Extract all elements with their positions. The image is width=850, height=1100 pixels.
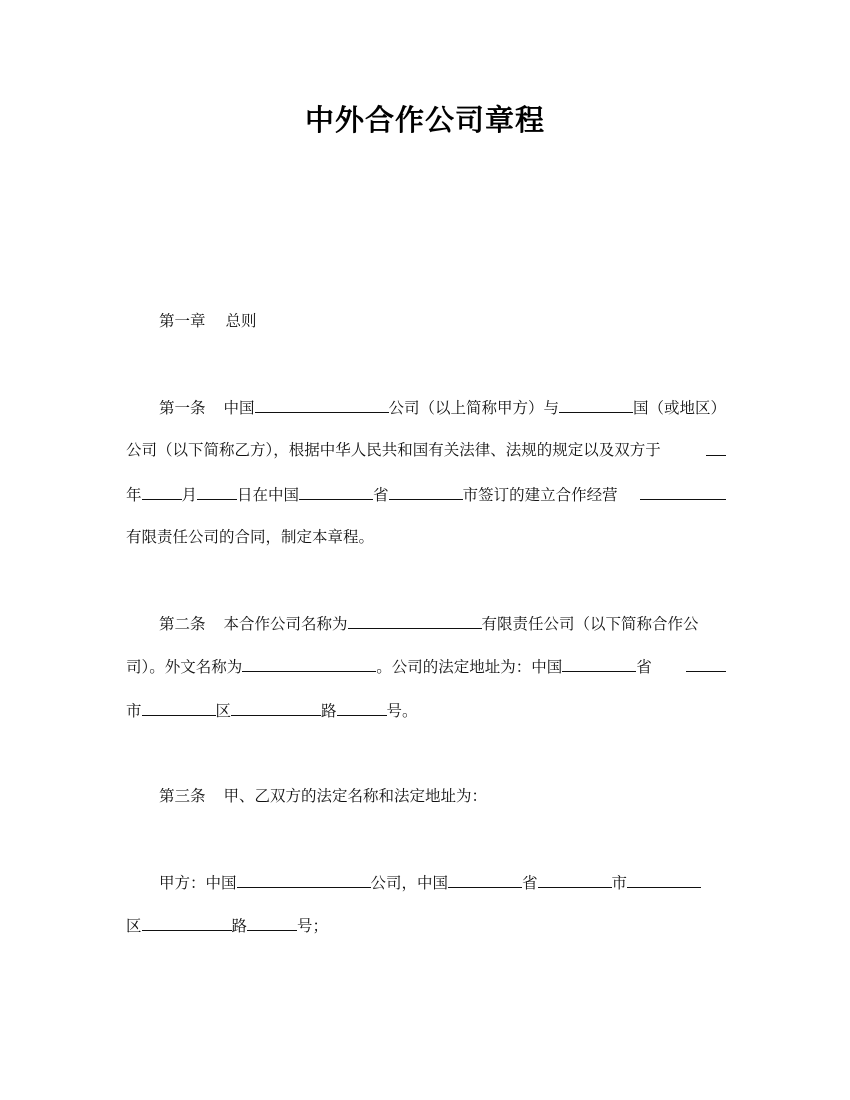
party-a-line-1 <box>159 872 701 893</box>
article-1-text: 公司（以上简称甲方）与 <box>388 399 560 417</box>
article-2-line-1 <box>159 613 726 634</box>
fill-blank <box>559 397 633 413</box>
article-1-text: 国（或地区） <box>633 399 727 417</box>
article-2-line-3 <box>126 700 418 721</box>
article-2-text: 司）。外文名称为 <box>126 658 243 676</box>
article-2-text: 有限责任公司（以下简称合作公 <box>481 615 699 633</box>
fill-blank <box>448 872 522 888</box>
chapter-heading <box>159 311 257 331</box>
article-3-line-1 <box>159 786 487 806</box>
article-2-text: 号。 <box>386 702 418 720</box>
party-a-line-2 <box>126 915 328 936</box>
chapter-label: 第一章 <box>159 312 206 330</box>
article-2-text: 区 <box>215 702 232 720</box>
fill-blank <box>348 613 482 629</box>
article-2-line-2 <box>126 656 726 677</box>
article-1-line-2 <box>126 440 726 460</box>
article-2-text: 路 <box>321 702 337 720</box>
fill-blank <box>255 397 389 413</box>
fill-blank <box>237 872 371 888</box>
party-a-text: 省 <box>522 874 538 892</box>
article-1-text: 市签订的建立合作经营 <box>462 486 618 504</box>
fill-blank <box>231 700 321 716</box>
article-1-text: 中国 <box>223 399 255 417</box>
fill-blank <box>242 656 376 672</box>
article-1-line-3 <box>126 484 726 505</box>
fill-blank <box>247 915 297 931</box>
article-1-text: 月 <box>181 486 198 504</box>
fill-blank <box>686 656 726 672</box>
fill-blank <box>142 915 232 931</box>
article-1-text: 日在中国 <box>237 486 300 504</box>
fill-blank <box>706 440 726 456</box>
fill-blank <box>538 872 612 888</box>
party-a-text: 市 <box>611 874 628 892</box>
party-a-text: 甲方：中国 <box>159 874 237 892</box>
article-1-line-4: 有限责任公司的合同，制定本章程。 <box>126 528 375 546</box>
party-a-text: 路 <box>231 917 248 935</box>
fill-blank <box>197 484 237 500</box>
article-1-text: 省 <box>373 486 389 504</box>
article-2-text: 本合作公司名称为 <box>223 615 348 633</box>
fill-blank <box>640 484 726 500</box>
party-a-text: 区 <box>126 917 142 935</box>
document-title: 中外合作公司章程 <box>304 103 545 137</box>
fill-blank <box>142 484 182 500</box>
article-1-line-1 <box>159 397 726 418</box>
fill-blank <box>142 700 216 716</box>
article-1-label: 第一条 <box>159 399 206 417</box>
fill-blank <box>389 484 463 500</box>
article-1-text: 年 <box>126 486 142 504</box>
article-2-text: 市 <box>126 702 142 720</box>
party-a-text: 公司，中国 <box>370 874 449 892</box>
party-a-text: 号； <box>297 917 329 935</box>
fill-blank <box>627 872 701 888</box>
fill-blank <box>562 656 636 672</box>
article-1-text: 公司（以下简称乙方），根据中华人民共和国有关法律、法规的规定以及双方于 <box>126 441 661 459</box>
article-2-text: 省 <box>636 658 652 676</box>
fill-blank <box>337 700 387 716</box>
article-3-text: 甲、乙双方的法定名称和法定地址为： <box>223 787 488 805</box>
article-2-text: 。公司的法定地址为：中国 <box>376 658 563 676</box>
article-2-label: 第二条 <box>159 615 206 633</box>
article-3-label: 第三条 <box>159 787 206 805</box>
chapter-title: 总则 <box>225 312 257 330</box>
fill-blank <box>299 484 373 500</box>
